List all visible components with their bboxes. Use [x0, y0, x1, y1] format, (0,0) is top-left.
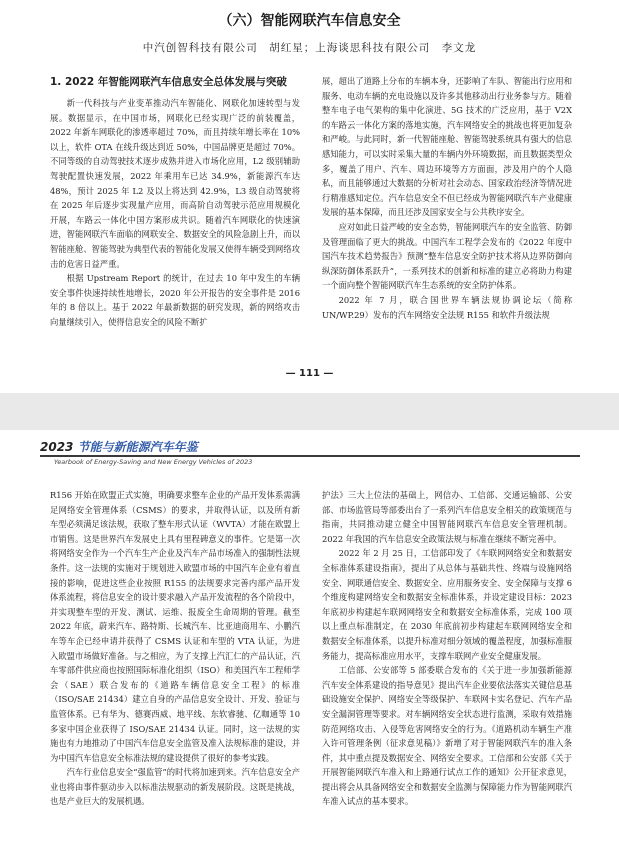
left-column — [50, 488, 300, 809]
subsection-heading: 1. 2022 年智能网联汽车信息安全总体发展与突破 — [50, 76, 287, 88]
section-title: （六）智能网联汽车信息安全 — [218, 13, 401, 29]
page-number: — 111 — — [285, 368, 334, 379]
paragraph: R156 开始在欧盟正式实施，明确要求整车企业的产品开发体系需满足网络安全管理体系（CSMS）的要求，并取得认证，以及所有新车型必须满足该法规，获取了整车形式认证（WVTA）才能在欧盟上市销售。这是世界汽车发展史上具有里程碑意义的事件。它是第一次将网络安全作为一个汽车生产企业及汽车产品市场准入的强制性法规条件。这一法规的实施对于规划进入欧盟市场的中国汽车企业有着直接的影响，促进这些企业按照 R155 的法规要求完善内部产品开发体系流程，将信息安全的设计要求融入产品开发流程的各个阶段中，并实现整车型的开发、测试、运维、报废全生命周期的管理。截至 2022 年底，蔚来汽车、路特斯、长城汽车、比亚迪商用车、小鹏汽车等车企已经申请并获得了 CSMS 认证和车型的 VTA 认证，为进入欧盟市场做好准备。与之相应，为了支撑上汽汇仁的产品认证，汽车零部件供应商也按照国际标准化组织（ISO）和美国汽车工程师学会（SAE）联合发布的《道路车辆信息安全工程》的标准（ISO/SAE 21434）建立自身的产品信息安全设计、开发、验证与监管体系。已有华为、德赛西威、地平线、东软睿驰、亿咖通等 10 多家中国企业获得了 ISO/SAE 21434 认证。同时，这一法规的实施也有力地推动了中国汽车信息安全监管及准入法规标准的建设，并为中国汽车信息安全标准法规的建设提供了很好的参考实践。 — [50, 490, 300, 763]
header-english-subtitle: Yearbook of Energy-Saving and New Energy Vehicles of 2023 — [54, 458, 253, 466]
right-column — [322, 74, 572, 322]
paragraph: 根据 Upstream Report 的统计，在过去 10 年中发生的车辆安全事件快速持续性地增长，2020 年公开报告的安全事件是 2016 年的 8 倍以上。基于 2022 年最新数据的研究发现，新的网络攻击向量继续引入，使得信息安全的风险不断扩 — [50, 273, 300, 327]
paragraph: 2022 年 7 月，联合国世界车辆法规协调论坛（简称 UN/WP.29）发布的汽车网络安全法规 R155 和软件升级法规 — [322, 294, 572, 320]
left-column — [50, 74, 300, 330]
paragraph: 护法》三大上位法的基础上，网信办、工信部、交通运输部、公安部、市场监管局等部委出台了一系列汽车信息安全相关的政策规范与指南，共同推动建立健全中国智能网联汽车信息安全管理机制。2022 年我国的汽车信息安全政策法规与标准在继续不断完善中。 — [322, 490, 572, 544]
header-year: 2023 — [40, 440, 74, 454]
paragraph: 应对如此日益严峻的安全态势，智能网联汽车的安全监管、防御及管理面临了更大的挑战。中国汽车工程学会发布的《2022 年度中国汽车技术趋势报告》预测“整车信息安全防护技术将从边界防御向纵深防御体系跃升”，一系列技术的创新和标准的建立必将助力构建一个面向整个智能网联汽车生态系统的安全防护体系。 — [322, 221, 572, 291]
paragraph: 工信部、公安部等 5 部委联合发布的《关于进一步加强新能源汽车安全体系建设的指导意见》提出汽车企业要依法落实关键信息基础设施安全保护、网络安全等级保护、车联网卡实名登记、汽车产品安全漏洞管理等要求。对车辆网络安全状态进行监测，采取有效措施防范网络攻击、入侵等危害网络安全的行为。《道路机动车辆生产准入许可管理条例（征求意见稿）》新增了对于智能网联汽车的准入条件，其中重点提及数据安全、网络安全要求。工信部和公安部《关于开展智能网联汽车准入和上路通行试点工作的通知》公开征求意见，提出将会从具备网络安全和数据安全监测与保障能力作为智能网联汽车准入试点的基本要求。 — [322, 665, 572, 807]
paragraph: 展，超出了道路上分布的车辆本身，还影响了车队、智能出行应用和服务、电动车辆的充电设施以及许多其他移动出行业务参与方。随着整车电子电气架构的集中化演进、5G 技术的广泛应用，基于 V2X 的车路云一体化方案的落地实施，汽车网络安全的挑战也将更加复杂和严峻。与此同时，新一代智能座舱、智能驾驶系统具有强大的信息感知能力，可以实时采集大量的车辆内外环境数据，而且数据类型众多，覆盖了用户、汽车、周边环境等方方面面，涉及用户的个人隐私，而且能够通过大数据的分析对社会动态、国家政治经济等情况进行精准感知定位。汽车信息安全不但已经成为智能网联汽车产业健康发展的基本保障，而且还涉及国家安全与公共秩序安全。 — [322, 76, 572, 218]
header-rule — [40, 455, 580, 457]
page-111 — [0, 0, 619, 393]
page-112 — [0, 430, 619, 868]
paragraph: 汽车行业信息安全“强监管”的时代将加速到来。汽车信息安全产业也将由事件驱动步入以标准法规驱动的新发展阶段。这既是挑战，也是产业巨大的发展机遇。 — [50, 767, 300, 807]
paragraph: 2022 年 2 月 25 日，工信部印发了《车联网网络安全和数据安全标准体系建设指南》，提出了从总体与基础共性、终端与设施网络安全、网联通信安全、数据安全、应用服务安全、安全保障与支撑 6 个维度构建网络安全和数据安全标准体系，并设定建设目标：2023 年底初步构建起车联网网络安全和数据安全标准体系，完成 100 项以上重点标准制定，在 2030 年底前初步构建起车联网网络安全和数据安全标准体系，以提升标准对细分领域的覆盖程度，加强标准服务能力，提高标准应用水平，支撑车联网产业安全健康发展。 — [322, 548, 572, 661]
header-yearbook-title: 节能与新能源汽车年鉴 — [77, 440, 198, 454]
running-header — [40, 438, 580, 470]
paragraph: 新一代科技与产业变革推动汽车智能化、网联化加速转型与发展。数据显示，在中国市场，网联化已经实现广泛的前装覆盖，2022 年新车网联化的渗透率超过 70%，而且持续年增长率在 10% 以上，软件 OTA 在线升级达到近 50%，中国品牌更是超过 70%。不同等级的自动驾驶技术逐步成熟并进入市场化应用，L2 级别辅助驾驶配置快速发展，2022 年乘用车已达 34.9%，新能源汽车达 48%，预计 2025 年 L2 及以上将达到 42.9%，L3 级自动驾驶将在 2025 年后逐步实现量产应用，而高阶自动驾驶示范应用规模化开展，车路云一体化中国方案形成共识。随着汽车网联化的快速演进，智能网联汽车面临的网联安全、数据安全的风险急剧上升，而以智能座舱、智能驾驶为典型代表的智能化发展又使得车辆受到网络攻击的危害日益严重。 — [50, 98, 300, 269]
authors-line: 中汽创智科技有限公司 胡红星；上海谈思科技有限公司 李文龙 — [142, 42, 477, 54]
right-column — [322, 488, 572, 809]
header-title — [40, 438, 198, 455]
